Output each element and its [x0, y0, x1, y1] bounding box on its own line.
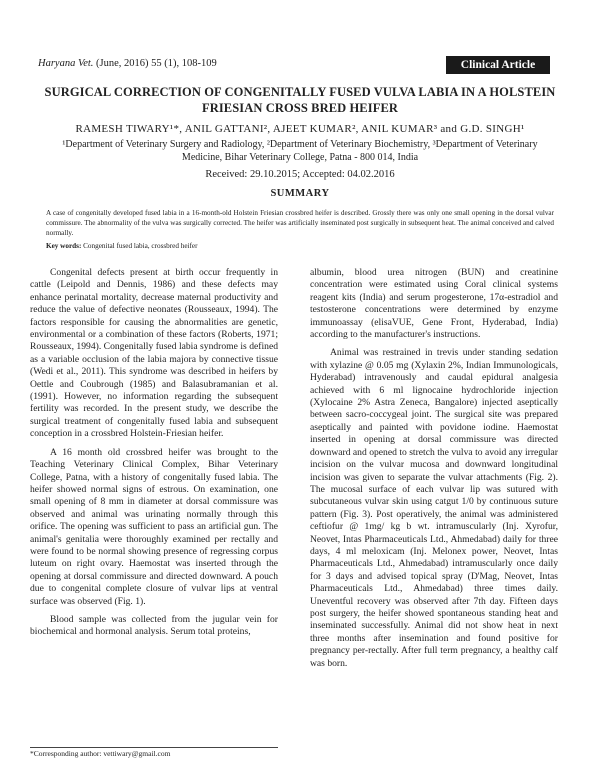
- summary-heading: SUMMARY: [270, 188, 330, 199]
- body-paragraph: A 16 month old crossbred heifer was brought to the Teaching Veterinary Clinical Complex, Bihar Veterinary College, Patna, with a history of congenitally fused labia. The heifer showed normal signs of estrous. On examination, one small opening of 8 mm in diameter at dorsal commissure was observed and animal was urinating normally through this orifice. The opening was sufficient to pass an artificial gun. The animal's genitalia were thoroughly examined per rectally and were found to be normal showing presence of regressing corpus luteum on right ovary. Haemostat was inserted through the opening at dorsal commissure and directed downward. A pouch due to congenital complete closure of vulvar lips at ventral surface was observed (Fig. 1).: [30, 446, 278, 607]
- received-accepted-dates: Received: 29.10.2015; Accepted: 04.02.2016: [205, 169, 395, 180]
- body-column-left: [30, 267, 278, 645]
- article-title: SURGICAL CORRECTION OF CONGENITALLY FUSED VULVA LABIA IN A HOLSTEIN FRIESIAN CROSS BRED HEIFER: [44, 85, 556, 115]
- journal-name: Haryana Vet.: [38, 58, 94, 69]
- affiliations: ¹Department of Veterinary Surgery and Radiology, ²Department of Veterinary Biochemistry, ³Department of Veterinary Medicine, Bihar Veterinary College, Patna - 800 014, India: [62, 139, 538, 163]
- body-paragraph: albumin, blood urea nitrogen (BUN) and creatinine concentration were estimated using Coral clinical systems reagent kits (India) and serum progesterone, 17α-estradiol and testosterone concentrations were determined by enzyme immunoassay (elisaVUE, Gene Front, Hyderabad, India) according to the manufacturer's instructions.: [310, 267, 558, 341]
- keywords-label: Key words:: [46, 242, 82, 250]
- journal-issue: (June, 2016) 55 (1), 108-109: [93, 58, 217, 69]
- author-list: RAMESH TIWARY¹*, ANIL GATTANI², AJEET KUMAR², ANIL KUMAR³ and G.D. SINGH¹: [75, 123, 525, 135]
- body-column-right: [310, 267, 558, 676]
- body-paragraph: Blood sample was collected from the jugular vein for biochemical and hormonal analysis. Serum total proteins,: [30, 613, 278, 638]
- section-badge: Clinical Article: [446, 56, 550, 74]
- footnote-divider: [30, 747, 278, 748]
- abstract-text: A case of congenitally developed fused labia in a 16-month-old Holstein Friesian crossbred heifer is described. Grossly there was only one small opening in the dorsal vulvar commissure. The abnormality of the vulva was surgically corrected. The heifer was artificially inseminated post surgically in subsequent heat. The animal conceived and calved normally.: [46, 209, 554, 237]
- body-paragraph: Animal was restrained in trevis under standing sedation with xylazine @ 0.05 mg (Xylaxin 2%, Indian Immunologicals, Hyderabad) intravenously and caudal epidural analgesia achieved with 6 ml lignocaine hydrochloride injection (Xylocaine 2% Astra Zeneca, Bangalore) injected aseptically between sacro-coccygeal joint. The surgical site was prepared aseptically and painted with povidone iodine. Haemostat inserted in opening at dorsal commissure was directed downward and opened to stretch the vulva to avoid any irregular incision on the vulvar mucosa and downward longitudinal incision was given to separate the vulvar attachments (Fig. 2). The mucosal surface of each vulvar lip was sutured with subcutaneous vulvar skin using catgut 1/0 by continuous suture pattern (Fig. 3). Post operatively, the animal was administered ceftiofur @ 1mg/ kg b wt. intramuscularly (Inj. Xyrofur, Neovet, Intas Pharmaceuticals Ltd., Ahmedabad) daily for three days, 4 ml meloxicam (Inj. Melonex power, Neovet, Intas Pharmaceuticals Ltd., Ahmedabad) intramuscularly once daily for 3 days and advised topical spray (D'Mag, Neovet, Intas Pharmaceuticals Ltd., Ahmedabad) three times daily. Uneventful recovery was observed after 7th day. Fifteen days post surgery, the heifer showed spontaneous standing heat and inseminated successfully. Animal did not show heat in next three months after insemination and found positive for pregnancy per-rectally. After full term pregnancy, a healthy calf was born.: [310, 347, 558, 669]
- journal-citation: [38, 58, 217, 69]
- body-paragraph: Congenital defects present at birth occur frequently in cattle (Leipold and Dennis, 1986) and these defects may enhance perinatal mortality, decrease maternal productivity and reduce the value of defective neonates (Rousseaux, 1994). The factors responsible for causing the abnormalities are genetic, environmental or a combination of these factors (Roberts, 1971; Rousseaux, 1994). Congenitally fused labia syndrome is defined as a variable occlusion of the labia majora by connective tissue (Wedi et al., 2011). This syndrome was described in heifers by Oettle and Coubrough (1985) and Balasubramanian et al. (1991). However, no information regarding the subsequent fertility was recorded. In the present study, we describe the surgical treatment of congenitally fused labia and subsequent conception in a crossbred Holstein-Friesian heifer.: [30, 267, 278, 440]
- keywords: [46, 242, 554, 250]
- corresponding-author-footnote: *Corresponding author: vettiwary@gmail.com: [30, 749, 171, 758]
- keywords-text: Congenital fused labia, crossbred heifer: [81, 242, 198, 250]
